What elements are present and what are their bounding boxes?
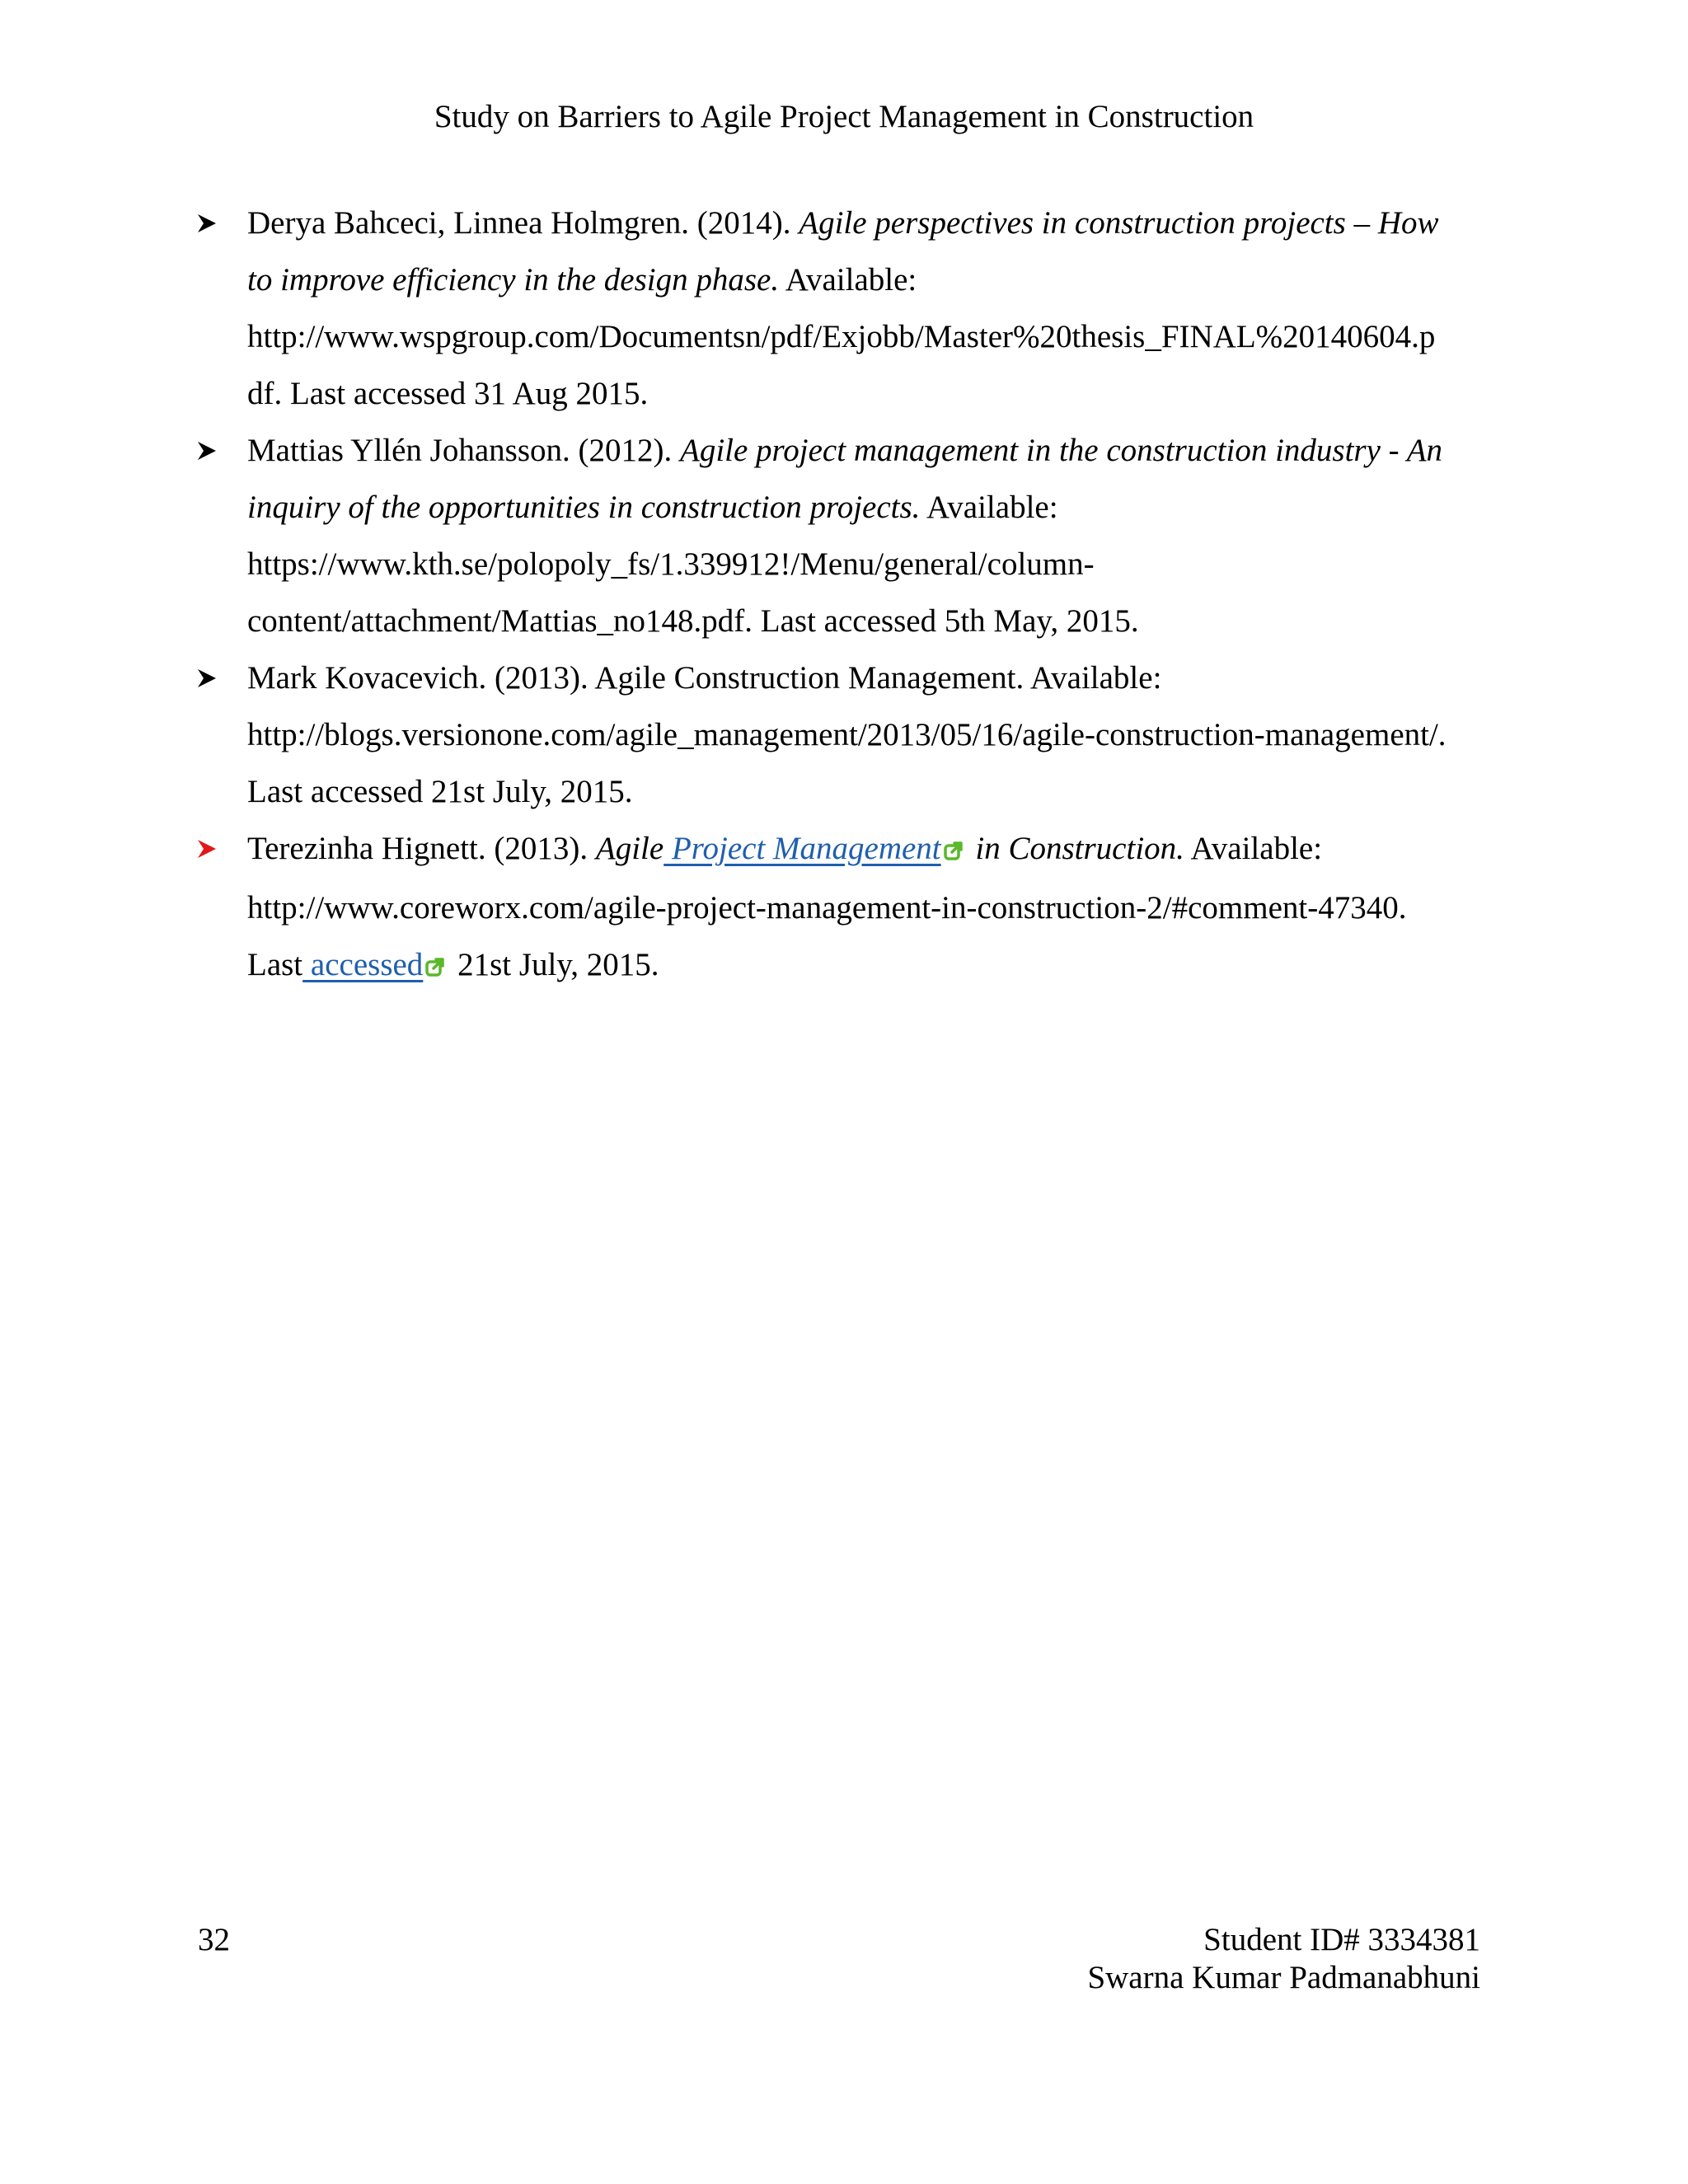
reference-line — [247, 820, 1507, 879]
reference-url: http://www.coreworx.com/agile-project-management-in-construction-2/#comment-47340. — [247, 890, 1407, 926]
reference-line — [247, 479, 1507, 536]
reference-line — [247, 251, 1507, 308]
reference-text: Available: — [1184, 831, 1323, 866]
reference-title: in Construction. — [967, 831, 1184, 866]
reference-text: 21st July, 2015. — [449, 947, 659, 982]
reference-line — [247, 422, 1507, 479]
reference-authors: Terezinha Hignett. (2013). — [247, 831, 596, 866]
reference-text: content/attachment/Mattias_no148.pdf. Last accessed 5th May, 2015. — [247, 603, 1139, 639]
reference-url: https://www.kth.se/polopoly_fs/1.339912!/Menu/general/column- — [247, 546, 1095, 582]
external-link-icon[interactable] — [943, 823, 964, 879]
reference-authors: Mattias Yllén Johansson. (2012). — [247, 433, 680, 468]
page-header-title: Study on Barriers to Agile Project Management in Construction — [434, 99, 1254, 134]
page-number: 32 — [198, 1922, 230, 1957]
reference-item — [196, 194, 1507, 422]
reference-url: http://blogs.versionone.com/agile_management/2013/05/16/agile-construction-management/. — [247, 717, 1447, 752]
footer-author-block — [1087, 1921, 1480, 1997]
reference-list — [196, 194, 1507, 996]
reference-text: Available: — [920, 490, 1058, 525]
arrow-bullet-icon — [196, 820, 221, 877]
reference-text: Last accessed 21st July, 2015. — [247, 774, 633, 809]
arrow-bullet-icon — [196, 649, 221, 706]
reference-text: df. Last accessed 31 Aug 2015. — [247, 376, 649, 411]
project-management-link[interactable]: Project Management — [663, 831, 941, 866]
reference-item — [196, 422, 1507, 649]
reference-title: Agile — [595, 831, 664, 866]
reference-line — [247, 194, 1507, 251]
reference-line — [247, 936, 1507, 996]
reference-item — [196, 649, 1507, 820]
reference-title: inquiry of the opportunities in construction projects. — [247, 490, 921, 525]
reference-title: to improve efficiency in the design phase. — [247, 262, 780, 298]
reference-text: Available: — [779, 262, 917, 298]
reference-title: Agile perspectives in construction projects – How — [799, 205, 1439, 241]
reference-item — [196, 820, 1507, 996]
reference-text: Mark Kovacevich. (2013). Agile Construction Management. Available: — [247, 660, 1162, 696]
external-link-icon[interactable] — [424, 939, 446, 996]
arrow-bullet-icon — [196, 422, 221, 479]
student-id: Student ID# 3334381 — [1203, 1922, 1480, 1957]
reference-authors: Derya Bahceci, Linnea Holmgren. (2014). — [247, 205, 799, 241]
reference-text: Last — [247, 947, 303, 982]
reference-url: http://www.wspgroup.com/Documentsn/pdf/Exjobb/Master%20thesis_FINAL%20140604.p — [247, 319, 1436, 354]
accessed-link[interactable]: accessed — [302, 947, 424, 982]
author-name: Swarna Kumar Padmanabhuni — [1087, 1960, 1480, 1995]
arrow-bullet-icon — [196, 194, 221, 251]
reference-title: Agile project management in the construction industry - An — [680, 433, 1443, 468]
